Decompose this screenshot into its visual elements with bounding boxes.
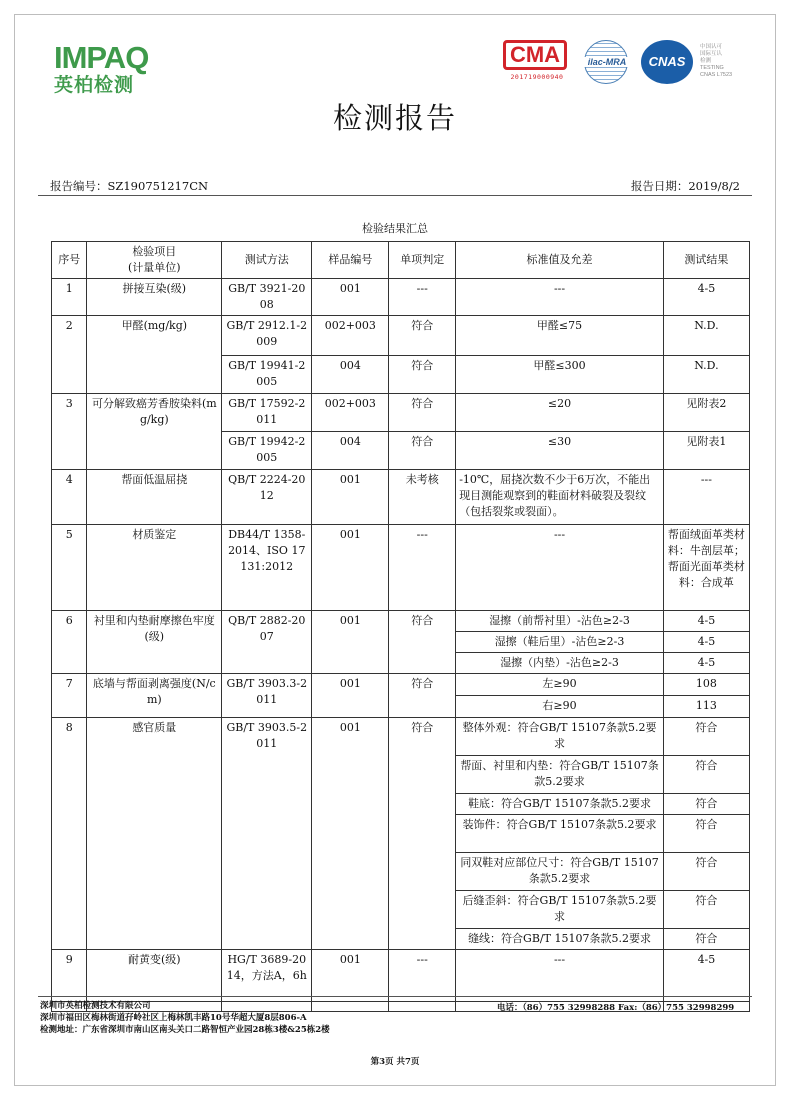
table-row [52,950,750,1002]
table-cell: 5 [52,525,87,611]
table-cell: 衬里和内垫耐摩擦色牢度(级) [87,611,222,674]
table-cell: 4-5 [663,950,749,1002]
logo-english: IMPAQ [54,40,149,75]
table-cell: 002+003 [312,316,389,356]
table-cell: 符合 [389,611,456,674]
column-header: 单项判定 [389,242,456,279]
table-cell: 4-5 [663,653,749,674]
table-cell: 001 [312,718,389,950]
table-row [52,611,750,632]
table-cell: 113 [663,696,749,718]
footer-company: 深圳市英柏检测技术有限公司 [40,1001,151,1011]
table-cell: --- [389,525,456,611]
table-cell: 7 [52,674,87,718]
table-cell: 帮面低温屈挠 [87,470,222,525]
cnas-logo: CNAS [641,40,699,86]
logo-chinese: 英柏检测 [54,74,135,96]
table-cell: 001 [312,279,389,316]
table-cell: --- [663,470,749,525]
table-cell: 002+003 [312,394,389,432]
table-cell: 后缝歪斜：符合GB/T 15107条款5.2要求 [456,891,664,929]
table-row [52,394,750,432]
table-cell: 001 [312,525,389,611]
table-cell: 帮面绒面革类材料：牛剖层革；帮面光面革类材料：合成革 [663,525,749,611]
table-cell: ≤30 [456,432,664,470]
table-cell: ≤20 [456,394,664,432]
column-header: 测试方法 [222,242,312,279]
table-cell: GB/T 3921-2008 [222,279,312,316]
table-cell: 符合 [389,316,456,356]
table-cell: 4 [52,470,87,525]
table-caption: 检验结果汇总 [362,222,428,235]
table-cell: 001 [312,950,389,1002]
table-cell: --- [456,525,664,611]
table-cell: 湿擦（鞋后里）-沾色≥2-3 [456,632,664,653]
table-cell: --- [389,950,456,1002]
column-header: 标准值及允差 [456,242,664,279]
table-cell: 符合 [663,756,749,794]
header-rule [38,195,752,196]
table-cell: 001 [312,674,389,718]
table-cell: 甲醛(mg/kg) [87,316,222,394]
table-cell: GB/T 3903.3-2011 [222,674,312,718]
footer-address: 深圳市福田区梅林街道孖岭社区上梅林凯丰路10号华超大厦8层806-A [40,1013,307,1023]
table-cell: 1 [52,279,87,316]
table-cell: 8 [52,718,87,950]
table-cell: DB44/T 1358-2014、ISO 17131:2012 [222,525,312,611]
column-header: 序号 [52,242,87,279]
table-cell [312,1002,389,1012]
table-cell: 同双鞋对应部位尺寸：符合GB/T 15107条款5.2要求 [456,853,664,891]
table-cell: 整体外观：符合GB/T 15107条款5.2要求 [456,718,664,756]
table-cell: 鞋底：符合GB/T 15107条款5.2要求 [456,794,664,815]
table-cell: 耐黄变(级) [87,950,222,1002]
table-cell: GB/T 17592-2011 [222,394,312,432]
table-cell: --- [389,279,456,316]
table-row [52,525,750,611]
table-cell: 4-5 [663,279,749,316]
table-cell: 湿擦（前帮衬里）-沾色≥2-3 [456,611,664,632]
table-row [52,470,750,525]
table-cell: GB/T 2912.1-2009 [222,316,312,356]
table-cell: 装饰件：符合GB/T 15107条款5.2要求 [456,815,664,853]
table-cell: 符合 [663,929,749,950]
table-cell: 符合 [389,432,456,470]
table-cell: -10℃，屈挠次数不少于6万次，不能出现目测能观察到的鞋面材料破裂及裂纹（包括裂浆或裂面）。 [456,470,664,525]
table-row [52,316,750,356]
table-cell [389,1002,456,1012]
report-date: 报告日期：2019/8/2 [630,179,740,193]
footer-phone: 电话：（86）755 32998288 Fax:（86）755 32998299 [497,1003,735,1013]
table-row [52,718,750,756]
column-header: 测试结果 [663,242,749,279]
footer-rule [38,996,752,997]
table-cell: 未考核 [389,470,456,525]
table-cell: 004 [312,356,389,394]
table-cell: 符合 [389,674,456,718]
table-cell: 001 [312,611,389,674]
table-cell: 缝线：符合GB/T 15107条款5.2要求 [456,929,664,950]
table-cell: 符合 [389,394,456,432]
table-cell: 可分解致癌芳香胺染料(mg/kg) [87,394,222,470]
page-number: 第3页 共7页 [370,1057,420,1067]
table-cell: 4-5 [663,632,749,653]
table-cell: N.D. [663,356,749,394]
table-cell: N.D. [663,316,749,356]
table-cell: 108 [663,674,749,696]
table-cell: 湿擦（内垫）-沾色≥2-3 [456,653,664,674]
table-cell: 感官质量 [87,718,222,950]
table-cell: 符合 [663,718,749,756]
table-cell: GB/T 19941-2005 [222,356,312,394]
table-cell: 左≥90 [456,674,664,696]
column-header: 检验项目 (计量单位) [87,242,222,279]
table-cell: HG/T 3689-2014，方法A，6h [222,950,312,1002]
table-cell: 甲醛≤300 [456,356,664,394]
cnas-accreditation-text: 中国认可 国际互认 检测 TESTING CNAS L7523 [700,44,733,78]
table-cell: 4-5 [663,611,749,632]
globe-icon: ilac-MRA [584,40,628,84]
table-cell: 底墙与帮面剥离强度(N/cm) [87,674,222,718]
table-cell: 帮面、衬里和内垫：符合GB/T 15107条款5.2要求 [456,756,664,794]
table-header-row [52,242,750,279]
table-cell: 符合 [663,794,749,815]
table-row [52,674,750,696]
table-cell: 符合 [663,815,749,853]
table-cell: 符合 [663,853,749,891]
cma-certification-logo: CMA 201719000940 [503,40,571,86]
results-summary-table [51,241,750,1012]
table-cell: 见附表2 [663,394,749,432]
report-number: 报告编号：SZ190751217CN [50,179,209,193]
table-cell: 001 [312,470,389,525]
table-cell: 9 [52,950,87,1002]
table-cell: --- [456,279,664,316]
table-cell: 2 [52,316,87,394]
table-cell: 拼接互染(级) [87,279,222,316]
table-cell: 6 [52,611,87,674]
table-cell: 004 [312,432,389,470]
table-cell: 符合 [389,718,456,950]
table-cell: --- [456,950,664,1002]
impaq-logo [54,42,148,97]
table-cell: 见附表1 [663,432,749,470]
table-cell: 符合 [663,891,749,929]
table-cell: GB/T 19942-2005 [222,432,312,470]
column-header: 样品编号 [312,242,389,279]
table-cell: 材质鉴定 [87,525,222,611]
table-cell: 3 [52,394,87,470]
table-cell [222,1002,312,1012]
document-title: 检测报告 [332,101,457,135]
table-cell: QB/T 2224-2012 [222,470,312,525]
table-cell: QB/T 2882-2007 [222,611,312,674]
table-cell: 符合 [389,356,456,394]
table-cell: 右≥90 [456,696,664,718]
table-cell: 甲醛≤75 [456,316,664,356]
footer-test-address: 检测地址：广东省深圳市南山区南头关口二路智恒产业园28栋3楼&25栋2楼 [40,1025,330,1035]
table-cell: GB/T 3903.5-2011 [222,718,312,950]
ilac-mra-logo [584,40,632,86]
table-row [52,279,750,316]
